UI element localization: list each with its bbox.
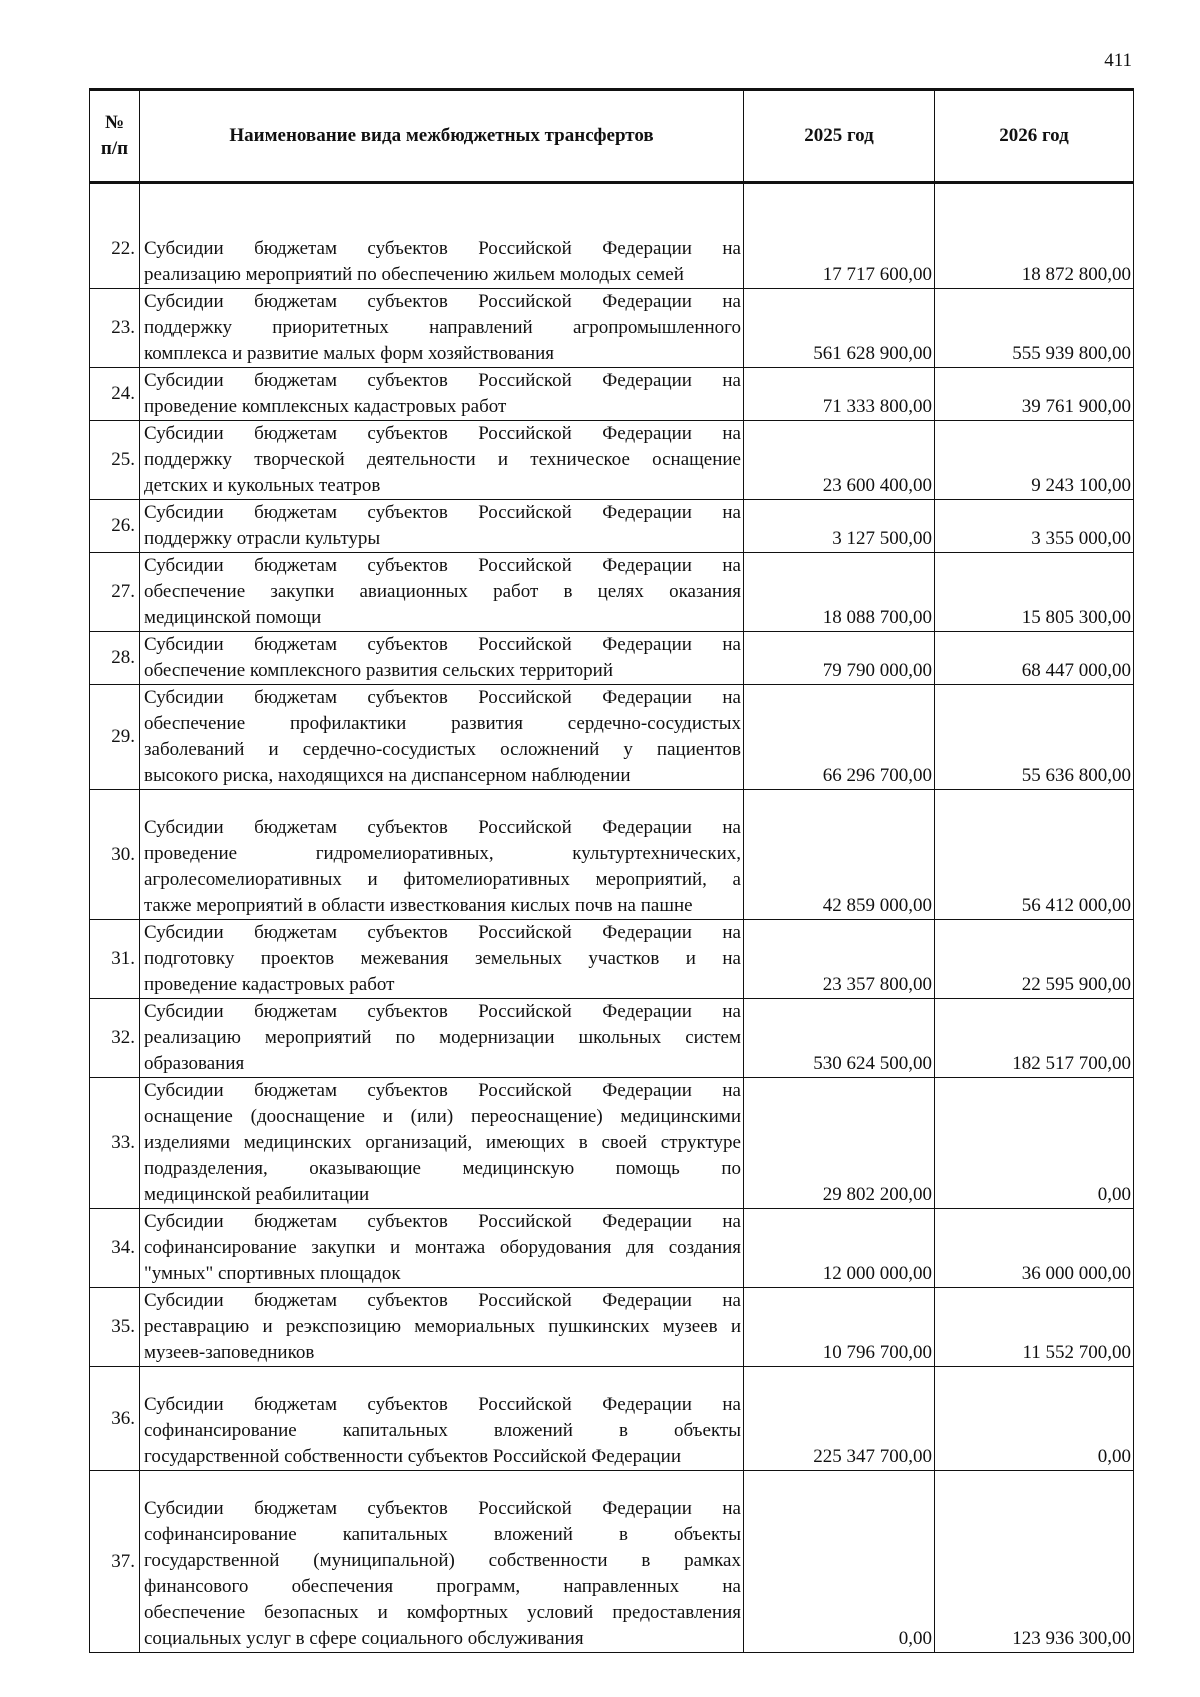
row-number: 31.	[90, 920, 140, 999]
row-number: 34.	[90, 1209, 140, 1288]
transfer-description	[140, 999, 744, 1078]
table-row	[90, 1367, 1134, 1471]
amount-2025: 10 796 700,00	[744, 1288, 935, 1367]
amount-2025: 66 296 700,00	[744, 685, 935, 790]
transfer-description	[140, 289, 744, 368]
table-row	[90, 553, 1134, 632]
table-header	[90, 90, 1134, 183]
description-line: подразделения, оказывающие медицинскую помощь по	[144, 1158, 741, 1179]
transfer-description	[140, 1078, 744, 1209]
amount-2026: 36 000 000,00	[935, 1209, 1134, 1288]
transfer-description	[140, 790, 744, 920]
table-row	[90, 500, 1134, 553]
row-number: 26.	[90, 500, 140, 553]
amount-2025: 42 859 000,00	[744, 790, 935, 920]
amount-2026: 123 936 300,00	[935, 1471, 1134, 1653]
row-number: 32.	[90, 999, 140, 1078]
description-line: Субсидии бюджетам субъектов Российской Федерации на	[144, 238, 741, 259]
transfer-description	[140, 421, 744, 500]
table-row	[90, 790, 1134, 920]
description-line-last: проведение кадастровых работ	[144, 974, 395, 995]
description-line: Субсидии бюджетам субъектов Российской Федерации на	[144, 1001, 741, 1022]
amount-2025: 23 357 800,00	[744, 920, 935, 999]
table-row	[90, 289, 1134, 368]
amount-2026: 555 939 800,00	[935, 289, 1134, 368]
amount-2025: 17 717 600,00	[744, 183, 935, 289]
header-2025: 2025 год	[744, 90, 935, 183]
description-line: Субсидии бюджетам субъектов Российской Федерации на	[144, 1498, 741, 1519]
description-line: Субсидии бюджетам субъектов Российской Федерации на	[144, 1080, 741, 1101]
amount-2026: 22 595 900,00	[935, 920, 1134, 999]
description-line: реализацию мероприятий по модернизации школьных систем	[144, 1027, 741, 1048]
description-line: поддержку творческой деятельности и техническое оснащение	[144, 449, 741, 470]
amount-2026: 9 243 100,00	[935, 421, 1134, 500]
amount-2025: 12 000 000,00	[744, 1209, 935, 1288]
amount-2025: 71 333 800,00	[744, 368, 935, 421]
description-line: Субсидии бюджетам субъектов Российской Федерации на	[144, 1211, 741, 1232]
description-line: Субсидии бюджетам субъектов Российской Федерации на	[144, 555, 741, 576]
description-line-last: медицинской реабилитации	[144, 1184, 370, 1205]
row-number: 28.	[90, 632, 140, 685]
description-line: Субсидии бюджетам субъектов Российской Федерации на	[144, 1290, 741, 1311]
description-line: оснащение (дооснащение и (или) переоснащение) медицинскими	[144, 1106, 741, 1127]
transfer-description	[140, 1288, 744, 1367]
amount-2026: 55 636 800,00	[935, 685, 1134, 790]
amount-2025: 0,00	[744, 1471, 935, 1653]
description-line: подготовку проектов межевания земельных участков и на	[144, 948, 741, 969]
amount-2026: 0,00	[935, 1078, 1134, 1209]
amount-2025: 530 624 500,00	[744, 999, 935, 1078]
description-line: Субсидии бюджетам субъектов Российской Федерации на	[144, 687, 741, 708]
description-line-last: реализацию мероприятий по обеспечению жильем молодых семей	[144, 264, 684, 285]
table-row	[90, 999, 1134, 1078]
description-line: софинансирование капитальных вложений в объекты	[144, 1524, 741, 1545]
amount-2025: 23 600 400,00	[744, 421, 935, 500]
description-line-last: комплекса и развитие малых форм хозяйствования	[144, 343, 555, 364]
description-line-last: проведение комплексных кадастровых работ	[144, 396, 507, 417]
table-row	[90, 183, 1134, 289]
transfer-description	[140, 1367, 744, 1471]
amount-2026: 11 552 700,00	[935, 1288, 1134, 1367]
description-line-last: детских и кукольных театров	[144, 475, 381, 496]
amount-2026: 68 447 000,00	[935, 632, 1134, 685]
transfer-description	[140, 183, 744, 289]
description-line: агролесомелиоративных и фитомелиоративных мероприятий, а	[144, 869, 741, 890]
description-line: изделиями медицинских организаций, имеющих в своей структуре	[144, 1132, 741, 1153]
amount-2026: 56 412 000,00	[935, 790, 1134, 920]
description-line-last: поддержку отрасли культуры	[144, 528, 381, 549]
table-row	[90, 368, 1134, 421]
table-row	[90, 421, 1134, 500]
description-line: Субсидии бюджетам субъектов Российской Федерации на	[144, 634, 741, 655]
transfer-description	[140, 632, 744, 685]
transfer-description	[140, 553, 744, 632]
amount-2026: 18 872 800,00	[935, 183, 1134, 289]
row-number: 27.	[90, 553, 140, 632]
description-line: обеспечение профилактики развития сердечно-сосудистых	[144, 713, 741, 734]
description-line: финансового обеспечения программ, направленных на	[144, 1576, 741, 1597]
row-number: 22.	[90, 183, 140, 289]
description-line-last: медицинской помощи	[144, 607, 322, 628]
amount-2025: 18 088 700,00	[744, 553, 935, 632]
row-number: 30.	[90, 790, 140, 920]
amount-2026: 182 517 700,00	[935, 999, 1134, 1078]
row-number: 25.	[90, 421, 140, 500]
description-line: Субсидии бюджетам субъектов Российской Федерации на	[144, 1394, 741, 1415]
description-line-last: высокого риска, находящихся на диспансерном наблюдении	[144, 765, 631, 786]
description-line: государственной (муниципальной) собственности в рамках	[144, 1550, 741, 1571]
row-number: 37.	[90, 1471, 140, 1653]
amount-2025: 3 127 500,00	[744, 500, 935, 553]
description-line: Субсидии бюджетам субъектов Российской Федерации на	[144, 423, 741, 444]
amount-2026: 15 805 300,00	[935, 553, 1134, 632]
amount-2025: 79 790 000,00	[744, 632, 935, 685]
transfers-table	[89, 88, 1134, 1653]
description-line: обеспечение безопасных и комфортных условий предоставления	[144, 1602, 741, 1623]
table-row	[90, 920, 1134, 999]
transfer-description	[140, 368, 744, 421]
description-line-last: музеев-заповедников	[144, 1342, 315, 1363]
table-row	[90, 1471, 1134, 1653]
description-line: поддержку приоритетных направлений агропромышленного	[144, 317, 741, 338]
table-body	[90, 183, 1134, 1653]
table-row	[90, 1078, 1134, 1209]
description-line: софинансирование закупки и монтажа оборудования для создания	[144, 1237, 741, 1258]
description-line: Субсидии бюджетам субъектов Российской Федерации на	[144, 291, 741, 312]
page-number: 411	[1104, 50, 1132, 71]
row-number: 35.	[90, 1288, 140, 1367]
description-line: реставрацию и реэкспозицию мемориальных пушкинских музеев и	[144, 1316, 741, 1337]
description-line-last: также мероприятий в области известкования кислых почв на пашне	[144, 895, 693, 916]
amount-2026: 0,00	[935, 1367, 1134, 1471]
description-line: Субсидии бюджетам субъектов Российской Федерации на	[144, 502, 741, 523]
amount-2025: 561 628 900,00	[744, 289, 935, 368]
description-line: заболеваний и сердечно-сосудистых осложнений у пациентов	[144, 739, 741, 760]
transfer-description	[140, 500, 744, 553]
row-number: 33.	[90, 1078, 140, 1209]
description-line-last: обеспечение комплексного развития сельских территорий	[144, 660, 613, 681]
transfer-description	[140, 1471, 744, 1653]
row-number: 23.	[90, 289, 140, 368]
description-line: обеспечение закупки авиационных работ в целях оказания	[144, 581, 741, 602]
transfer-description	[140, 920, 744, 999]
header-2026: 2026 год	[935, 90, 1134, 183]
description-line: Субсидии бюджетам субъектов Российской Федерации на	[144, 817, 741, 838]
transfer-description	[140, 685, 744, 790]
amount-2026: 3 355 000,00	[935, 500, 1134, 553]
row-number: 29.	[90, 685, 140, 790]
description-line-last: образования	[144, 1053, 245, 1074]
description-line-last: государственной собственности субъектов Российской Федерации	[144, 1446, 682, 1467]
amount-2025: 225 347 700,00	[744, 1367, 935, 1471]
header-name: Наименование вида межбюджетных трансфертов	[140, 90, 744, 183]
header-num: № п/п	[90, 90, 140, 183]
amount-2025: 29 802 200,00	[744, 1078, 935, 1209]
table-row	[90, 685, 1134, 790]
description-line-last: "умных" спортивных площадок	[144, 1263, 401, 1284]
row-number: 36.	[90, 1367, 140, 1471]
description-line: Субсидии бюджетам субъектов Российской Федерации на	[144, 370, 741, 391]
description-line: Субсидии бюджетам субъектов Российской Федерации на	[144, 922, 741, 943]
table-row	[90, 1288, 1134, 1367]
table-row	[90, 632, 1134, 685]
amount-2026: 39 761 900,00	[935, 368, 1134, 421]
description-line-last: социальных услуг в сфере социального обслуживания	[144, 1628, 584, 1649]
description-line: проведение гидромелиоративных, культуртехнических,	[144, 843, 741, 864]
table-row	[90, 1209, 1134, 1288]
transfer-description	[140, 1209, 744, 1288]
description-line: софинансирование капитальных вложений в объекты	[144, 1420, 741, 1441]
row-number: 24.	[90, 368, 140, 421]
